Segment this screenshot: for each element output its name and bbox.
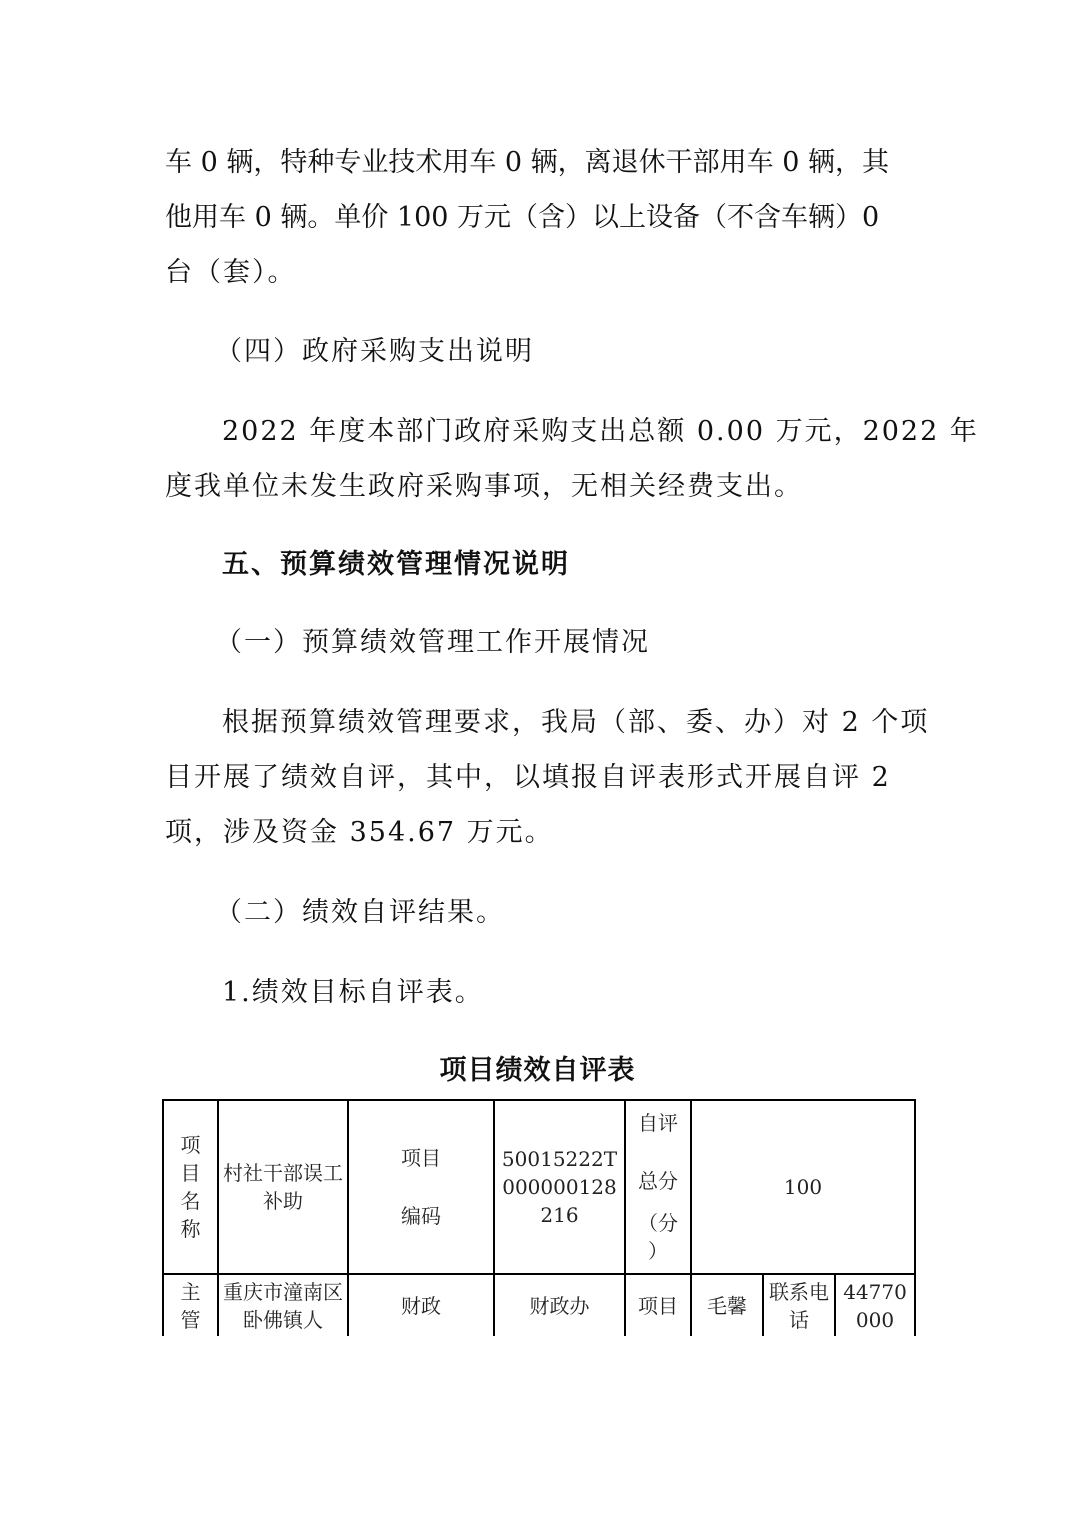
paragraph-self-evaluation-line-1: 根据预算绩效管理要求，我局（部、委、办）对 2 个项 (222, 707, 930, 738)
finance-label: 财政 (348, 1274, 494, 1336)
heading-self-evaluation-results: （二）绩效自评结果。 (215, 897, 505, 928)
table-title: 项目绩效自评表 (439, 1055, 636, 1086)
text-line: 他用车 0 辆。单价 100 万元（含）以上设备（不含车辆）0 (165, 202, 880, 233)
heading-government-procurement: （四）政府采购支出说明 (215, 336, 534, 367)
phone-value: 44770000 (835, 1274, 915, 1336)
heading-performance-work: （一）预算绩效管理工作开展情况 (215, 627, 650, 658)
project-code-label: 项目 编码 (348, 1100, 494, 1274)
project-name-value: 村社干部误工补助 (218, 1100, 348, 1274)
text-line: 车 0 辆，特种专业技术用车 0 辆，离退休干部用车 0 辆，其 (165, 147, 890, 178)
table-row-project (163, 1100, 915, 1274)
contact-person: 毛馨 (691, 1274, 763, 1336)
self-score-value: 100 (691, 1100, 915, 1274)
project-code-value: 50015222T000000128216 (494, 1100, 625, 1274)
finance-value: 财政办 (494, 1274, 625, 1336)
paragraph-vehicles-line-3: 台（套）。 (165, 257, 297, 288)
paragraph-self-evaluation-line-3: 项，涉及资金 354.67 万元。 (165, 817, 554, 848)
paragraph-procurement-line-2: 度我单位未发生政府采购事项，无相关经费支出。 (165, 471, 803, 502)
department-label: 主 管 (163, 1274, 218, 1336)
heading-performance-goal-table: 1.绩效目标自评表。 (222, 977, 484, 1008)
table-row-department (163, 1274, 915, 1336)
paragraph-vehicles-line-1 (165, 145, 907, 181)
heading-budget-performance: 五、预算绩效管理情况说明 (222, 549, 570, 580)
department-value: 重庆市潼南区卧佛镇人 (218, 1274, 348, 1336)
paragraph-procurement-line-1: 2022 年度本部门政府采购支出总额 0.00 万元，2022 年 (222, 416, 979, 447)
self-score-label: 自评 总分 （分 ） (625, 1100, 691, 1274)
project-label: 项目 (625, 1274, 691, 1336)
paragraph-vehicles-line-2 (165, 200, 907, 236)
phone-label: 联系电话 (763, 1274, 835, 1336)
paragraph-self-evaluation-line-2: 目开展了绩效自评，其中，以填报自评表形式开展自评 2 (165, 762, 891, 793)
project-name-label: 项 目 名 称 (163, 1100, 218, 1274)
project-performance-table (162, 1099, 916, 1336)
